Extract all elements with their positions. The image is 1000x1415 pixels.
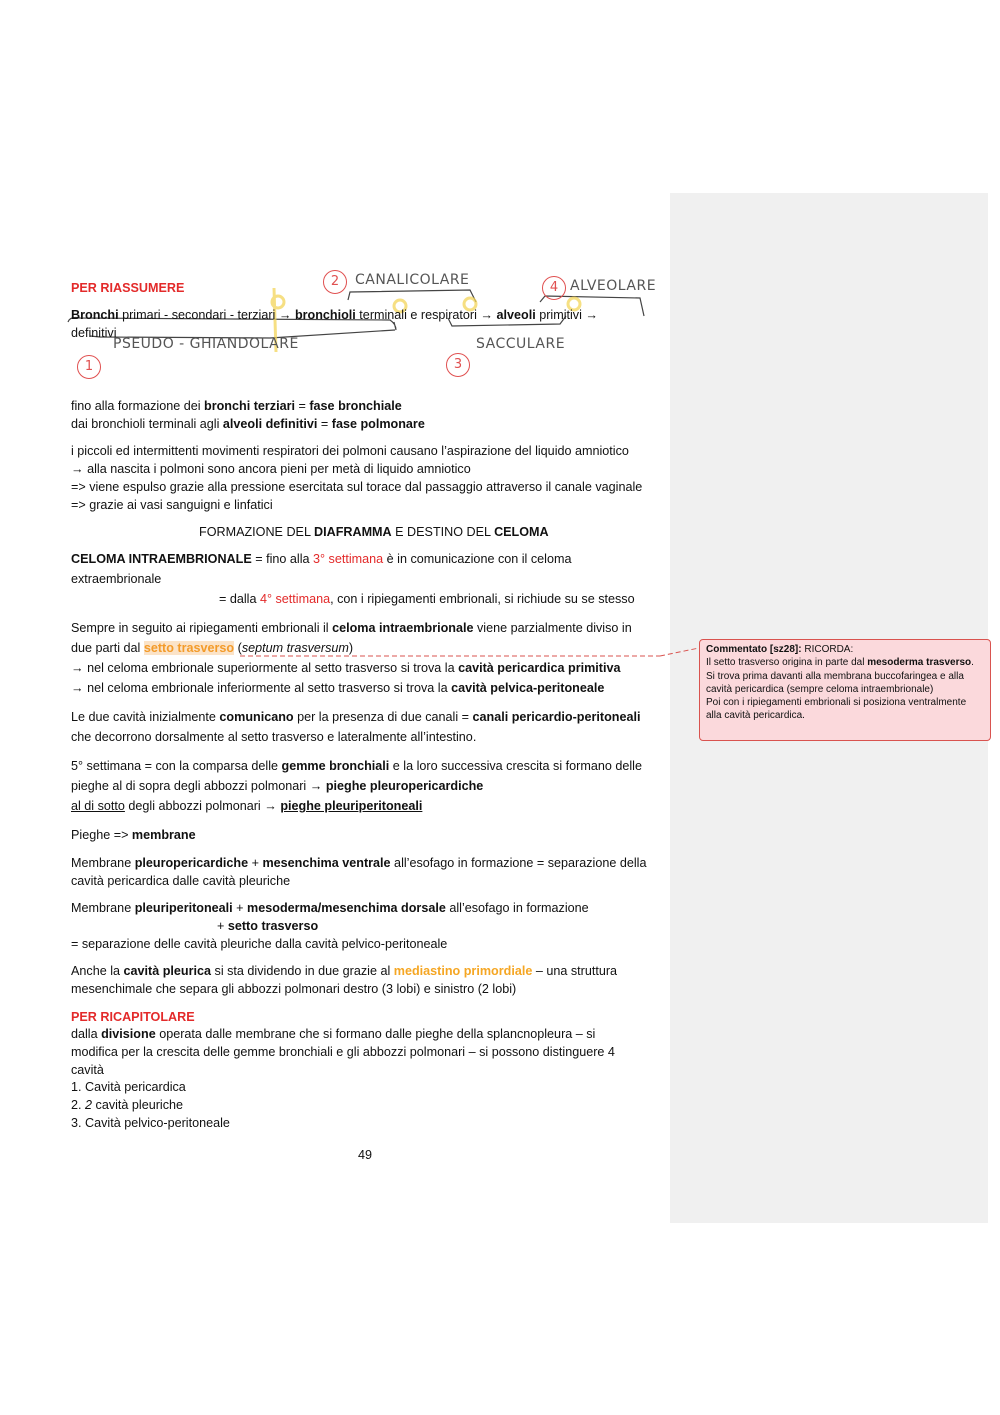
pleuriper-line-2 (217, 917, 318, 935)
comment-author: Commentato [sz28]: (706, 644, 802, 655)
recap-item-1: 1. Cavità pericardica (71, 1080, 186, 1094)
comment-line-1 (706, 656, 984, 669)
term: alveoli definitivi (222, 417, 318, 431)
comment-line-3: Poi con i ripiegamenti embrionali si posiziona ventralmente alla cavità pericardica. (706, 697, 967, 722)
page-number: 49 (358, 1148, 373, 1162)
arrow-icon: → (585, 308, 598, 322)
text: Anche la (71, 964, 124, 978)
text: e la loro successiva crescita si formano delle (389, 759, 642, 773)
text: = fino alla (251, 552, 313, 566)
mediastino-line-1 (71, 962, 617, 980)
bronchioli-term: bronchioli (294, 308, 356, 322)
text: + (232, 901, 248, 915)
pleuriper-line-1 (71, 899, 589, 917)
setto-line-1 (71, 619, 632, 637)
text: al di sotto (71, 799, 125, 813)
term: setto trasverso (227, 919, 319, 933)
text: = dalla (219, 592, 260, 606)
text: è in comunicazione con il celoma (383, 552, 572, 566)
text: pieghe al di sopra degli abbozzi polmonari (71, 779, 310, 793)
term: comunicano (219, 710, 294, 724)
setto-line-2 (71, 639, 353, 657)
recap-item-2 (71, 1096, 183, 1114)
term: celoma intraembrionale (332, 621, 474, 635)
seq-text: primari - secondari - terziari (118, 308, 279, 322)
arrow-icon: → (71, 681, 84, 695)
bronchi-sequence (71, 306, 598, 324)
term: pieghe pleuropericardiche (325, 779, 484, 793)
handwritten-number-4: 4 (542, 276, 566, 300)
setto-line-4 (71, 679, 604, 697)
handwritten-sacculare: SACCULARE (476, 336, 566, 352)
summary-heading: PER RIASSUMERE (71, 281, 185, 295)
term: CELOMA INTRAEMBRIONALE (71, 552, 252, 566)
recap-line-3: cavità (71, 1063, 104, 1077)
seq-text: terminali e respiratori (355, 308, 481, 322)
text: nel celoma embrionale superiormente al setto trasverso si trova la (83, 661, 459, 675)
arrow-icon: → (264, 799, 277, 813)
text: . (971, 657, 974, 669)
text: E DESTINO DEL (391, 525, 495, 539)
celoma-line-1 (71, 550, 571, 568)
handwritten-canalicolare: CANALICOLARE (355, 272, 470, 288)
text: si sta dividendo in due grazie al (211, 964, 394, 978)
text: per la presenza di due canali = (293, 710, 473, 724)
text: Pieghe => (71, 828, 132, 842)
phase-polmonare (71, 415, 425, 433)
handwritten-number-1: 1 (77, 355, 101, 379)
seq-text: primitivi (535, 308, 586, 322)
arrow-icon: → (480, 308, 493, 322)
amniotic-line-1: i piccoli ed intermittenti movimenti respiratori dei polmoni causano l’aspirazione del liquido amniotico (71, 444, 629, 458)
term: DIAFRAMMA (314, 525, 392, 539)
arrow-icon: → (71, 661, 84, 675)
text: viene parzialmente diviso in (473, 621, 632, 635)
text: 2 (85, 1098, 93, 1112)
phase-bronchial (71, 397, 402, 415)
canali-line-2: che decorrono dorsalmente al setto trasverso e lateralmente all’intestino. (71, 730, 477, 744)
text: nel celoma embrionale inferiormente al setto trasverso si trova la (83, 681, 452, 695)
term: cavità pelvica-peritoneale (451, 681, 605, 695)
text: all’esofago in formazione (445, 901, 589, 915)
text: degli abbozzi polmonari (124, 799, 265, 813)
term: canali pericardio-peritoneali (472, 710, 641, 724)
canali-line-1 (71, 708, 640, 726)
setto-line-3 (71, 659, 621, 677)
text: Membrane (71, 901, 135, 915)
text: cavità pleuriche (92, 1098, 184, 1112)
pleuroper-line-1 (71, 854, 646, 872)
pieghe-line-3 (71, 797, 422, 815)
text: FORMAZIONE DEL (199, 525, 314, 539)
arrow-icon: → (309, 779, 323, 793)
text: Membrane (71, 856, 135, 870)
recap-heading: PER RICAPITOLARE (71, 1010, 195, 1024)
text: = (317, 417, 332, 431)
bronchi-sequence-line2: definitivi (71, 326, 117, 340)
text: + (248, 856, 263, 870)
latin-term: septum trasversum (241, 641, 349, 655)
pieghe-line-1 (71, 757, 642, 775)
text: due parti dal (71, 641, 144, 655)
term: cavità pericardica primitiva (458, 661, 621, 675)
handwritten-number-2: 2 (323, 270, 347, 294)
text: Sempre in seguito ai ripiegamenti embrionali il (71, 621, 333, 635)
handwritten-pseudo-ghiandolare: PSEUDO - GHIANDOLARE (113, 336, 299, 352)
text: operata dalle membrane che si formano dalle pieghe della splancnopleura – si (155, 1027, 596, 1041)
text: = (295, 399, 310, 413)
week-red: 3° settimana (313, 552, 384, 566)
recap-line-2: modifica per la crescita delle gemme bronchiali e gli abbozzi polmonari – si possono distinguere 4 (71, 1045, 615, 1059)
text: dalla (71, 1027, 102, 1041)
term: fase bronchiale (309, 399, 402, 413)
term: pleuropericardiche (134, 856, 249, 870)
comment-header (706, 643, 984, 656)
arrow-icon: → (278, 308, 292, 322)
alveoli-term: alveoli (496, 308, 536, 322)
term: CELOMA (494, 525, 549, 539)
arrow-icon: → (71, 462, 84, 476)
text: Il setto trasverso origina in parte dal (706, 657, 868, 669)
text: dai bronchioli terminali agli (71, 417, 223, 431)
term: fase polmonare (331, 417, 425, 431)
membrane-line (71, 826, 196, 844)
recap-line-1 (71, 1025, 595, 1043)
week-red: 4° settimana (259, 592, 331, 606)
term: pieghe pleuriperitoneali (280, 799, 423, 813)
text: ) (348, 641, 354, 655)
celoma-line-2: extraembrionale (71, 572, 162, 586)
commented-highlight[interactable]: setto trasverso (143, 641, 235, 655)
term: mesoderma trasverso (867, 657, 972, 669)
text: 5° settimana = con la comparsa delle (71, 759, 282, 773)
amniotic-line-3: => viene espulso grazie alla pressione esercitata sul torace dal passaggio attraverso il canale vaginale (71, 480, 643, 494)
text: Le due cavità inizialmente (71, 710, 220, 724)
text: , con i ripiegamenti embrionali, si richiude su se stesso (330, 592, 635, 606)
term: bronchi terziari (204, 399, 295, 413)
bronchi-term: Bronchi (71, 308, 119, 322)
text: ( (234, 641, 242, 655)
text: alla nascita i polmoni sono ancora pieni per metà di liquido amniotico (83, 462, 471, 476)
text: 2. (71, 1098, 86, 1112)
term: gemme bronchiali (281, 759, 390, 773)
comment-balloon[interactable] (699, 639, 991, 741)
term: divisione (101, 1027, 156, 1041)
text: + (217, 919, 228, 933)
handwritten-number-3: 3 (446, 353, 470, 377)
recap-item-3: 3. Cavità pelvico-peritoneale (71, 1116, 230, 1130)
term: mesoderma/mesenchima dorsale (247, 901, 446, 915)
term: mesenchima ventrale (262, 856, 391, 870)
term-orange: mediastino primordiale (393, 964, 533, 978)
pleuroper-line-2: cavità pericardica dalle cavità pleuriche (71, 874, 291, 888)
section-title (199, 523, 549, 541)
mediastino-line-2: mesenchimale che separa gli abbozzi polmonari destro (3 lobi) e sinistro (2 lobi) (71, 982, 517, 996)
term: membrane (131, 828, 196, 842)
amniotic-line-4: => grazie ai vasi sanguigni e linfatici (71, 498, 273, 512)
text: all’esofago in formazione = separazione della (390, 856, 647, 870)
amniotic-line-2 (71, 460, 471, 478)
comment-lead: RICORDA: (801, 644, 854, 655)
handwritten-alveolare: ALVEOLARE (570, 278, 657, 294)
text: fino alla formazione dei (71, 399, 205, 413)
comment-line-2: Si trova prima davanti alla membrana buccofaringea e alla cavità pericardica (sempre celoma intraembrionale) (706, 670, 964, 695)
celoma-line-3 (219, 590, 635, 608)
pleuriper-line-3: = separazione delle cavità pleuriche dalla cavità pelvico-peritoneale (71, 937, 448, 951)
term: pleuriperitoneali (134, 901, 233, 915)
text: – una struttura (532, 964, 618, 978)
pieghe-line-2 (71, 777, 483, 795)
term: cavità pleurica (123, 964, 212, 978)
